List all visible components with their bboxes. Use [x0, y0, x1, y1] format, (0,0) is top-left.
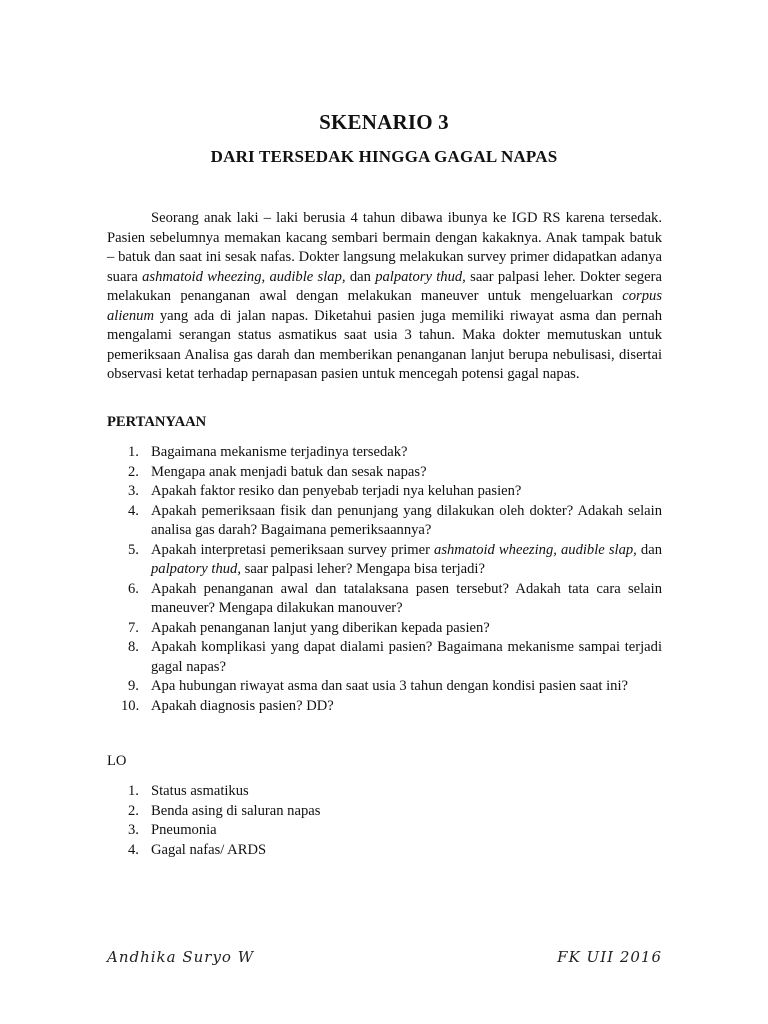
lo-list — [107, 782, 662, 860]
questions-heading: PERTANYAAN — [107, 414, 207, 430]
question-item: 4. Apakah pemeriksaan fisik dan penunjang yang dilakukan oleh dokter? Adakah selain analisa gas darah? Bagaimana pemeriksaannya? — [128, 502, 662, 538]
lo-heading: LO — [107, 753, 127, 769]
question-item: 3. Apakah faktor resiko dan penyebab terjadi nya keluhan pasien? — [128, 483, 522, 499]
lo-item: 3. Pneumonia — [128, 822, 217, 838]
question-item: 5. Apakah interpretasi pemeriksaan survey primer ashmatoid wheezing, audible slap, dan palpatory thud, saar palpasi leher? Mengapa bisa terjadi? — [128, 541, 662, 577]
document-subtitle: DARI TERSEDAK HINGGA GAGAL NAPAS — [210, 147, 558, 166]
lo-item: 1. Status asmatikus — [128, 783, 249, 799]
document-title: SKENARIO 3 — [319, 110, 449, 134]
lo-item: 4. Gagal nafas/ ARDS — [128, 841, 267, 858]
question-item: 2. Mengapa anak menjadi batuk dan sesak napas? — [128, 463, 427, 480]
footer-institution: FK UII 2016 — [557, 948, 662, 966]
question-item: 8. Apakah komplikasi yang dapat dialami pasien? Bagaimana mekanisme sampai terjadi gagal napas? — [128, 639, 662, 675]
question-item: 9. Apa hubungan riwayat asma dan saat usia 3 tahun dengan kondisi pasien saat ini? — [128, 678, 629, 694]
question-item: 6. Apakah penanganan awal dan tatalaksana pasen tersebut? Adakah tata cara selain maneuver? Mengapa dilakukan manouver? — [128, 580, 662, 616]
question-item: 10. Apakah diagnosis pasien? DD? — [121, 697, 334, 714]
scenario-paragraph: Seorang anak laki – laki berusia 4 tahun dibawa ibunya ke IGD RS karena tersedak. Pasien sebelumnya memakan kacang sembari bermain dengan kakaknya. Anak tampak batuk – batuk dan saat ini sesak nafas. Dokter langsung melakukan survey primer didapatkan adanya suara ashmatoid wheezing, audible slap, dan palpatory thud, saar palpasi leher. Dokter segera melakukan penanganan awal dengan melakukan maneuver untuk mengeluarkan corpus alienum yang ada di jalan napas. Diketahui pasien juga memiliki riwayat asma dan pernah mengalami serangan status asmatikus saat usia 3 tahun. Maka dokter memutuskan untuk pemeriksaan Analisa gas darah dan memberikan penanganan lanjut berupa nebulisasi, disertai observasi ketat terhadap pernapasan pasien untuk mencegah potensi gagal napas. — [107, 210, 662, 382]
footer-author: Andhika Suryo W — [107, 948, 255, 966]
question-item: 1. Bagaimana mekanisme terjadinya tersedak? — [128, 444, 408, 460]
lo-item: 2. Benda asing di saluran napas — [128, 802, 321, 819]
question-item: 7. Apakah penanganan lanjut yang diberikan kepada pasien? — [128, 619, 490, 636]
questions-list — [107, 443, 662, 716]
